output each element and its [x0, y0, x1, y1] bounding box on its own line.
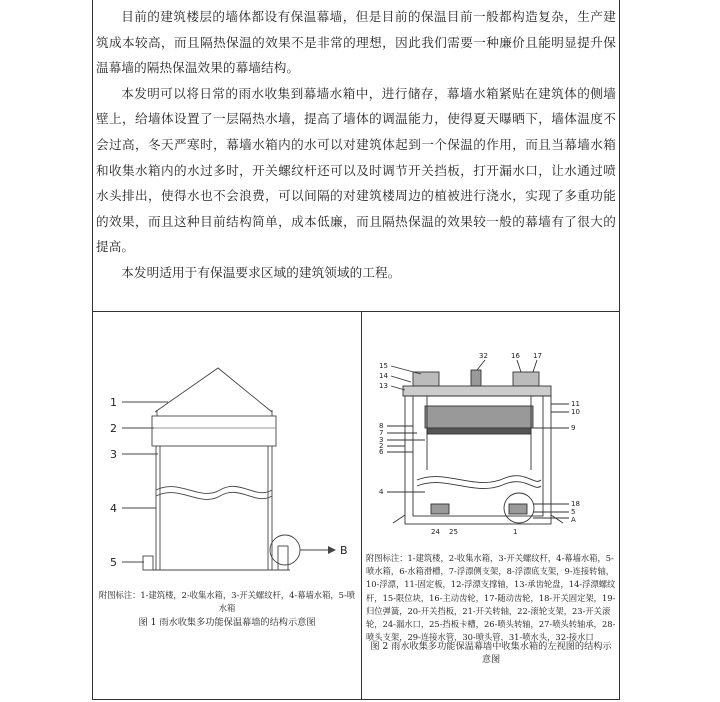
fig1-label-4: 4	[110, 502, 117, 515]
fig2-label-10: 10	[571, 408, 580, 416]
paragraph-1: 目前的建筑楼层的墙体都设有保温幕墙，但是目前的保温目前一般都构造复杂，生产建筑成本较高，而且隔热保温的效果不是非常的理想，因此我们需要一种廉价且能明显提升保温幕墙的隔热保温效果的幕墙结构。	[96, 9, 616, 76]
figure-2-drawing	[365, 340, 615, 555]
figure-2-caption: 图 2 雨水收集多功能保温幕墙中收集水箱的左视图的结构示意图	[370, 641, 612, 665]
fig2-label-24: 24	[431, 528, 440, 536]
fig2-label-14: 14	[379, 372, 388, 380]
fig2-label-25: 25	[449, 528, 458, 536]
fig2-label-7: 7	[379, 429, 384, 437]
body-text	[96, 4, 616, 286]
fig2-label-13: 13	[379, 382, 388, 390]
fig2-label-A: A	[571, 516, 576, 524]
table-divider-horizontal	[92, 311, 620, 312]
fig2-label-15: 15	[379, 362, 388, 370]
fig2-label-6: 6	[379, 448, 384, 456]
fig2-label-9: 9	[571, 424, 576, 432]
figure-1-caption: 图 1 雨水收集多功能保温幕墙的结构示意图	[138, 617, 316, 628]
fig2-label-8: 8	[379, 422, 384, 430]
fig2-label-5: 5	[571, 508, 576, 516]
fig2-label-4: 4	[379, 488, 384, 496]
fig1-label-1: 1	[110, 396, 117, 409]
fig1-label-B: B	[340, 544, 348, 557]
fig2-label-16: 16	[511, 352, 520, 360]
fig1-label-5: 5	[110, 556, 117, 569]
fig2-label-11: 11	[571, 400, 580, 408]
fig2-label-17: 17	[533, 352, 542, 360]
fig2-label-18: 18	[571, 500, 580, 508]
paragraph-3: 本发明适用于有保温要求区域的建筑领域的工程。	[121, 264, 401, 280]
fig2-label-32: 32	[479, 352, 488, 360]
fig1-label-3: 3	[110, 448, 117, 461]
table-divider-vertical	[361, 311, 362, 700]
fig2-label-3: 3	[379, 436, 384, 444]
fig2-label-1: 1	[513, 528, 518, 536]
paragraph-2: 本发明可以将日常的雨水收集到幕墙水箱中，进行储存，幕墙水箱紧贴在建筑体的侧墙壁上，给墙体设置了一层隔热水墙，提高了墙体的调温能力，使得夏天曝晒下，墙体温度不会过高，冬天严寒时，幕墙水箱内的水可以对建筑体起到一个保温的作用，而且当幕墙水箱和收集水箱内的水过多时，开关螺纹杆还可以及时调节开关挡板，打开漏水口，让水通过喷水头排出，使得水也不会浪费，可以间隔的对建筑楼周边的植被进行浇水，实现了多重功能的效果，而且这种目前结构简单，成本低廉，而且隔热保温的效果较一般的幕墙有了很大的提高。	[96, 85, 616, 255]
figure-2-note: 附图标注：1-建筑楼，2-收集水箱，3-开关螺纹杆，4-幕墙水箱，5-喷水箱，6-水箱滑槽，7-浮漂侧支架，8-浮漂底支架，9-连接转轴，10-浮漂，11-固定板，12-浮漂支撑轴，13-承齿轮盘，14-浮漂螺纹杆，15-限位块，16-主动齿轮，17-随动齿轮，18-开关固定架，19-归位弹簧，20-开关挡板，21-开关转轴，22-滚轮支架，23-开关滚轮，24-漏水口，25-挡板卡槽，26-喷头转轴，27-喷头转轴承，28-喷头支架，29-连接水管，30-喷头管，31-喷水头，32-接水口	[366, 553, 616, 643]
figure-1-drawing	[100, 350, 355, 600]
figure-1-note: 附图标注：1-建筑楼，2-收集水箱，3-开关螺纹杆，4-幕墙水箱，5-喷水箱	[98, 590, 356, 613]
fig2-label-2: 2	[379, 442, 384, 450]
fig1-label-2: 2	[110, 422, 117, 435]
